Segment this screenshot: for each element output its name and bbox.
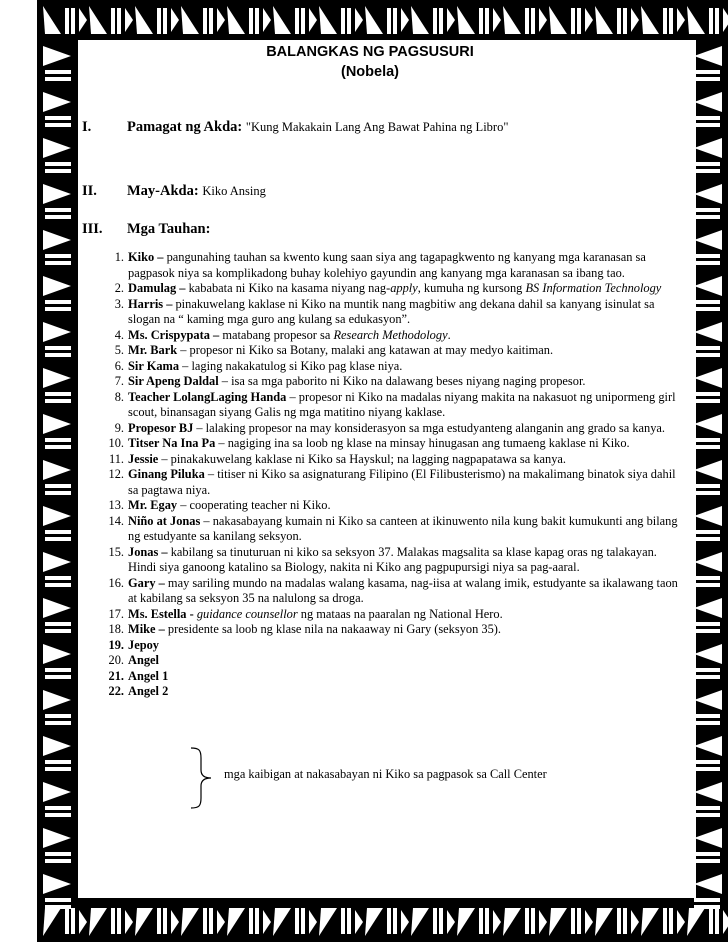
character-item <box>82 638 682 654</box>
character-description: kabilang sa tinuturuan ni kiko sa seksyon 37. Malakas magsalita sa klase kapag oras ng talakayan. Hindi siya ganoong katalino sa Biology, nakita ni Kiko ang pagpupursigi niya sa pag-aaral. <box>128 544 657 574</box>
character-item <box>82 421 682 437</box>
character-name: Gary – <box>128 575 165 590</box>
character-name: Angel 1 <box>128 668 169 683</box>
section-label: Pamagat ng Akda: "Kung Makakain Lang Ang Bawat Pahina ng Libro" <box>127 119 509 135</box>
character-item <box>82 622 682 638</box>
item-number: 20. <box>108 653 124 667</box>
brace-note: mga kaibigan at nakasabayan ni Kiko sa pagpasok sa Call Center <box>224 767 547 781</box>
character-name: Kiko – <box>128 250 164 264</box>
section-value: Kiko Ansing <box>202 184 266 198</box>
character-item <box>82 297 682 328</box>
character-name: Mike – <box>128 622 165 636</box>
item-number: 14. <box>108 513 124 528</box>
item-number: 5. <box>114 343 124 357</box>
item-number: 9. <box>114 420 124 435</box>
item-number: 8. <box>114 389 124 404</box>
character-item <box>82 684 682 700</box>
item-number: 7. <box>114 374 124 388</box>
character-item <box>82 498 682 514</box>
item-number: 3. <box>114 296 124 311</box>
character-item <box>82 452 682 468</box>
title-sub: (Nobela) <box>341 64 399 80</box>
item-number: 4. <box>114 327 124 342</box>
character-description: – nagiging ina sa loob ng klase na minsay hinugasan ang tumaeng kaklase ni Kiko. <box>215 436 630 450</box>
item-number: 18. <box>108 622 124 636</box>
item-number: 11. <box>108 451 124 466</box>
character-description: – isa sa mga paborito ni Kiko na dalawang beses niyang naging propesor. <box>218 374 586 388</box>
character-description: pinakuwelang kaklase ni Kiko na muntik nang magbitiw ang dekana dahil sa kanyang isinulat sa slogan na “ kaming mga guro ang kulang sa edukasyon”. <box>128 296 655 326</box>
section-label: Mga Tauhan: <box>127 221 211 237</box>
character-name: Harris – <box>128 296 173 311</box>
character-name: Damulag – <box>128 281 186 295</box>
document-title <box>82 42 658 82</box>
character-description: – pinakakuwelang kaklase ni Kiko sa Hayskul; na lagging nagpapatawa sa kanya. <box>158 451 567 466</box>
item-number: 1. <box>114 250 124 264</box>
character-name: Ginang Piluka <box>128 467 205 481</box>
character-item <box>82 374 682 390</box>
character-description: may sariling mundo na madalas walang kasama, nag-iisa at walang imik, estudyante sa ikalawang taon at kabilang sa seksyon 35 na nalulong sa droga. <box>128 575 678 605</box>
section-number: III. <box>82 221 103 237</box>
character-item <box>82 467 682 498</box>
character-description: ng mataas na paaralan ng National Hero. <box>297 606 503 621</box>
character-item <box>82 653 682 669</box>
character-description: kababata ni Kiko na kasama niyang nag- <box>185 281 391 295</box>
character-description: – lalaking propesor na may konsiderasyon sa mga estudyanteng alanganin ang grado sa kanya. <box>193 420 666 435</box>
character-item <box>82 576 682 607</box>
character-name: Mr. Bark <box>128 343 178 357</box>
character-description: guidance counsellor <box>196 606 298 621</box>
character-name: Sir Kama <box>128 358 180 373</box>
character-name: Jonas – <box>128 544 168 559</box>
character-item <box>82 607 682 623</box>
character-name: Ms. Estella - <box>128 606 194 621</box>
section-number: II. <box>82 183 97 199</box>
character-name: Sir Apeng Daldal <box>128 374 219 388</box>
character-description: – nakasabayang kumain ni Kiko sa canteen at ikinuwento nila kung bakit kumukunti ang bilang ng estudyante sa kanilang seksyon. <box>128 513 678 543</box>
item-number: 12. <box>108 467 124 481</box>
section-label: May-Akda: Kiko Ansing <box>127 183 266 199</box>
character-item <box>82 343 682 359</box>
curly-brace <box>187 746 217 810</box>
character-name: Mr. Egay <box>128 498 178 512</box>
item-number: 22. <box>108 684 124 698</box>
item-number: 19. <box>108 637 124 652</box>
character-name: Teacher LolangLaging Handa <box>128 389 287 404</box>
character-item <box>82 669 682 685</box>
character-description: – titiser ni Kiko sa asignaturang Filipino (El Filibusterismo) na makalimang binatok siya dahil sa pagtawa niya. <box>128 467 676 497</box>
character-item <box>82 390 682 421</box>
character-description: – cooperating teacher ni Kiko. <box>177 498 331 512</box>
character-description: , kumuha ng kursong <box>417 281 526 295</box>
character-item <box>82 328 682 344</box>
section-number: I. <box>82 119 92 135</box>
character-list <box>82 250 682 700</box>
character-item <box>82 359 682 375</box>
character-description: BS Information Technology <box>525 281 662 295</box>
character-name: Niño at Jonas <box>128 513 201 528</box>
item-number: 10. <box>108 436 124 450</box>
character-name: Angel <box>128 653 159 667</box>
character-description: – laging nakakatulog si Kiko pag klase niya. <box>179 358 403 373</box>
character-description: – propesor ni Kiko na madalas niyang makita na nakasuot ng unipormeng girl scout, binansagan siyang Galis ng mga matitino niyang kaklase. <box>128 389 676 419</box>
item-number: 16. <box>108 575 124 590</box>
character-item <box>82 436 682 452</box>
item-number: 13. <box>108 498 124 512</box>
character-name: Ms. Crispypata – <box>128 327 220 342</box>
character-name: Propesor BJ <box>128 420 194 435</box>
item-number: 2. <box>114 281 124 295</box>
item-number: 17. <box>108 606 124 621</box>
character-description: matabang propesor sa <box>219 327 334 342</box>
character-description: . <box>447 327 451 342</box>
character-item <box>82 514 682 545</box>
character-name: Jessie <box>128 451 159 466</box>
title-main: BALANGKAS NG PAGSUSURI <box>266 44 474 60</box>
character-description: – propesor ni Kiko sa Botany, malaki ang katawan at may medyo kaitiman. <box>177 343 554 357</box>
character-name: Jepoy <box>128 637 159 652</box>
character-description: apply <box>390 281 418 295</box>
character-description: pangunahing tauhan sa kwento kung saan siya ang tagapagkwento ng kanyang mga karanasan sa pagpasok niya sa komplikadong buhay kolehiyo gayundin ang kanyang mga karanasan sa ibang tao. <box>128 250 646 280</box>
character-item <box>82 545 682 576</box>
character-name: Angel 2 <box>128 684 169 698</box>
item-number: 6. <box>114 358 124 373</box>
character-name: Titser Na Ina Pa <box>128 436 216 450</box>
character-description: presidente sa loob ng klase nila na nakaaway ni Gary (seksyon 35). <box>164 622 501 636</box>
item-number: 15. <box>108 544 124 559</box>
item-number: 21. <box>108 668 124 683</box>
character-item <box>82 250 682 281</box>
section-value: "Kung Makakain Lang Ang Bawat Pahina ng Libro" <box>245 120 509 134</box>
character-description: Research Methodology <box>333 327 448 342</box>
character-item <box>82 281 682 297</box>
